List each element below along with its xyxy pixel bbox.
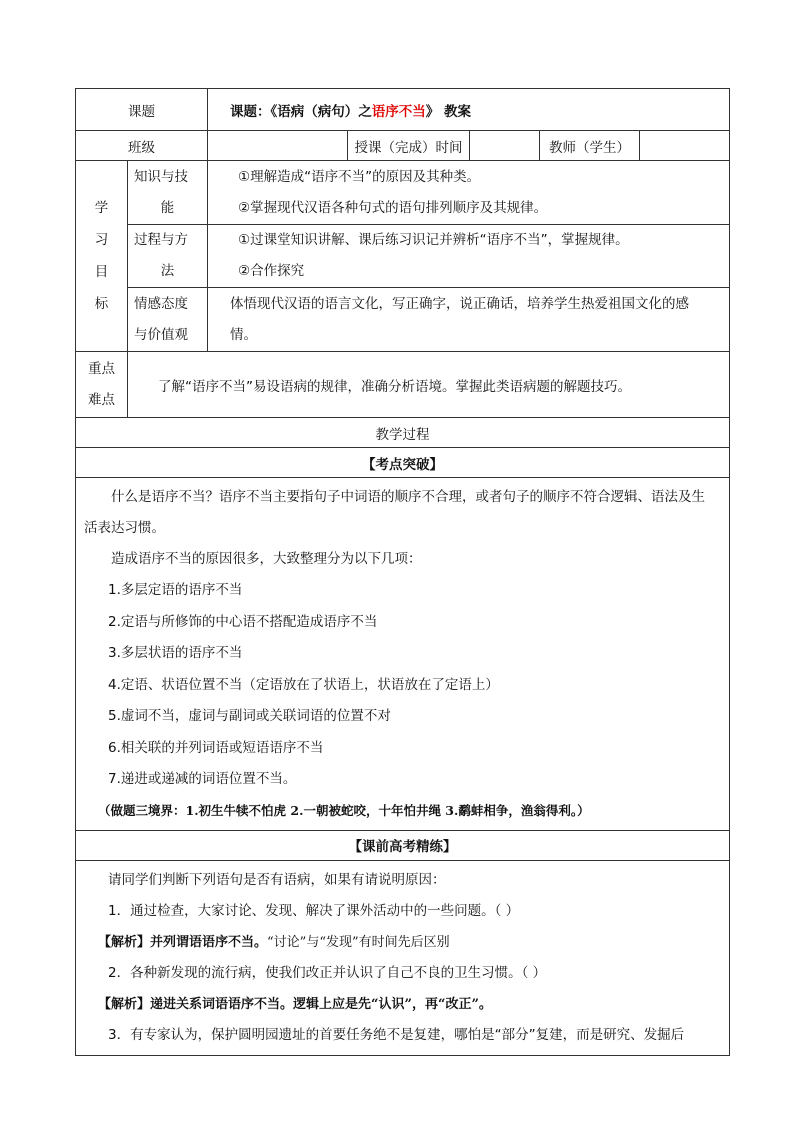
process-title: 教学过程 bbox=[76, 418, 730, 448]
answer-2: 【解析】递进关系词语语序不当。逻辑上应是先“认识”，再“改正”。 bbox=[98, 996, 492, 1012]
objective-row-attitude bbox=[76, 288, 730, 352]
list-item: 6.相关联的并列词语或短语语序不当 bbox=[108, 739, 324, 756]
objective-content-knowledge: ①理解造成“语序不当”的原因及其种类。 ②掌握现代汉语各种句式的语句排列顺序及其规律。 bbox=[208, 161, 730, 225]
cause-intro: 造成语序不当的原因很多，大致整理分为以下几项： bbox=[111, 551, 422, 567]
exercise-prompt: 请同学们判断下列语句是否有语病，如果有请说明原因： bbox=[108, 871, 446, 888]
objective-label-attitude: 情感态度 与价值观 bbox=[128, 288, 208, 352]
time-value bbox=[470, 131, 540, 161]
title-row bbox=[76, 89, 730, 131]
objective-row-process bbox=[76, 225, 730, 288]
teacher-value bbox=[640, 131, 730, 161]
objective-content-attitude: 体悟现代汉语的语言文化，写正确字，说正确话，培养学生热爱祖国文化的感 情。 bbox=[208, 288, 730, 352]
section1-body: 什么是语序不当？语序不当主要指句子中词语的顺序不合理，或者句子的顺序不符合逻辑、语法及生 活表达习惯。 造成语序不当的原因很多，大致整理分为以下几项： 1.多层定语的语序不当 2.定语与所修饰的中心语不搭配造成语序不当 3.多层状语的语序不当 4.定语、状语位置不当（定语放在了状语上，状语放在了定语上） 5.虚词不当，虚词与副词或关联词语的位置不对 6.相关联的并列词语或短语语序不当 7.递进或递减的词语位置不当。 （做题三境界：1.初生牛犊不怕虎 2.一朝被蛇咬，十年怕井绳 3.鹬蚌相争，渔翁得利。） bbox=[76, 478, 730, 831]
list-item: 3.多层状语的语序不当 bbox=[108, 645, 243, 661]
key-points-label: 重点 难点 bbox=[76, 352, 128, 418]
question-2: 2．各种新发现的流行病，使我们改正并认识了自己不良的卫生习惯。（ ） bbox=[108, 964, 547, 981]
section2-title: 【课前高考精练】 bbox=[76, 830, 730, 860]
key-points-row bbox=[76, 352, 730, 418]
list-item: 2.定语与所修饰的中心语不搭配造成语序不当 bbox=[108, 613, 378, 630]
section2-body-row bbox=[76, 860, 730, 1055]
class-row bbox=[76, 131, 730, 161]
question-3: 3．有专家认为，保护圆明园遗址的首要任务绝不是复建，哪怕是“部分”复建，而是研究、发掘后 bbox=[108, 1026, 685, 1043]
objectives-label: 学 习 目 标 bbox=[76, 161, 128, 352]
section2-title-row bbox=[76, 830, 730, 860]
objective-row-knowledge bbox=[76, 161, 730, 225]
definition-text: 什么是语序不当？语序不当主要指句子中词语的顺序不合理，或者句子的顺序不符合逻辑、语法及生 bbox=[111, 489, 705, 505]
section1-title-row bbox=[76, 448, 730, 478]
list-item: 5.虚词不当，虚词与副词或关联词语的位置不对 bbox=[108, 708, 391, 724]
objective-content-process: ①过课堂知识讲解、课后练习识记并辨析“语序不当”，掌握规律。 ②合作探究 bbox=[208, 225, 730, 288]
time-label: 授课（完成）时间 bbox=[348, 131, 470, 161]
list-item: 1.多层定语的语序不当 bbox=[108, 582, 243, 598]
list-item: 7.递进或递减的词语位置不当。 bbox=[108, 771, 297, 787]
tip-note: （做题三境界：1.初生牛犊不怕虎 2.一朝被蛇咬，十年怕井绳 3.鹬蚌相争，渔翁得利。） bbox=[98, 802, 590, 818]
answer-1: 【解析】并列谓语语序不当。“讨论”与“发现”有时间先后区别 bbox=[98, 934, 450, 950]
class-value bbox=[208, 131, 348, 161]
class-label: 班级 bbox=[76, 131, 208, 161]
course-label: 课题 bbox=[76, 89, 208, 131]
section1-title: 【考点突破】 bbox=[76, 448, 730, 478]
objective-label-knowledge: 知识与技 能 bbox=[128, 161, 208, 225]
objective-label-process: 过程与方 法 bbox=[128, 225, 208, 288]
list-item: 4.定语、状语位置不当（定语放在了状语上，状语放在了定语上） bbox=[108, 676, 499, 693]
lesson-plan-table bbox=[75, 88, 730, 1056]
section2-body bbox=[76, 860, 730, 1055]
question-1: 1．通过检查，大家讨论、发现、解决了课外活动中的一些问题。（ ） bbox=[108, 902, 520, 919]
key-points-text: 了解“语序不当”易设语病的规律，准确分析语境。掌握此类语病题的解题技巧。 bbox=[128, 352, 730, 418]
teacher-label: 教师（学生） bbox=[540, 131, 640, 161]
title-highlight: 语序不当 bbox=[371, 103, 426, 120]
process-title-row bbox=[76, 418, 730, 448]
section1-body-row bbox=[76, 478, 730, 831]
course-title: 课题：《语病（病句）之语序不当》 教案 bbox=[208, 89, 730, 131]
